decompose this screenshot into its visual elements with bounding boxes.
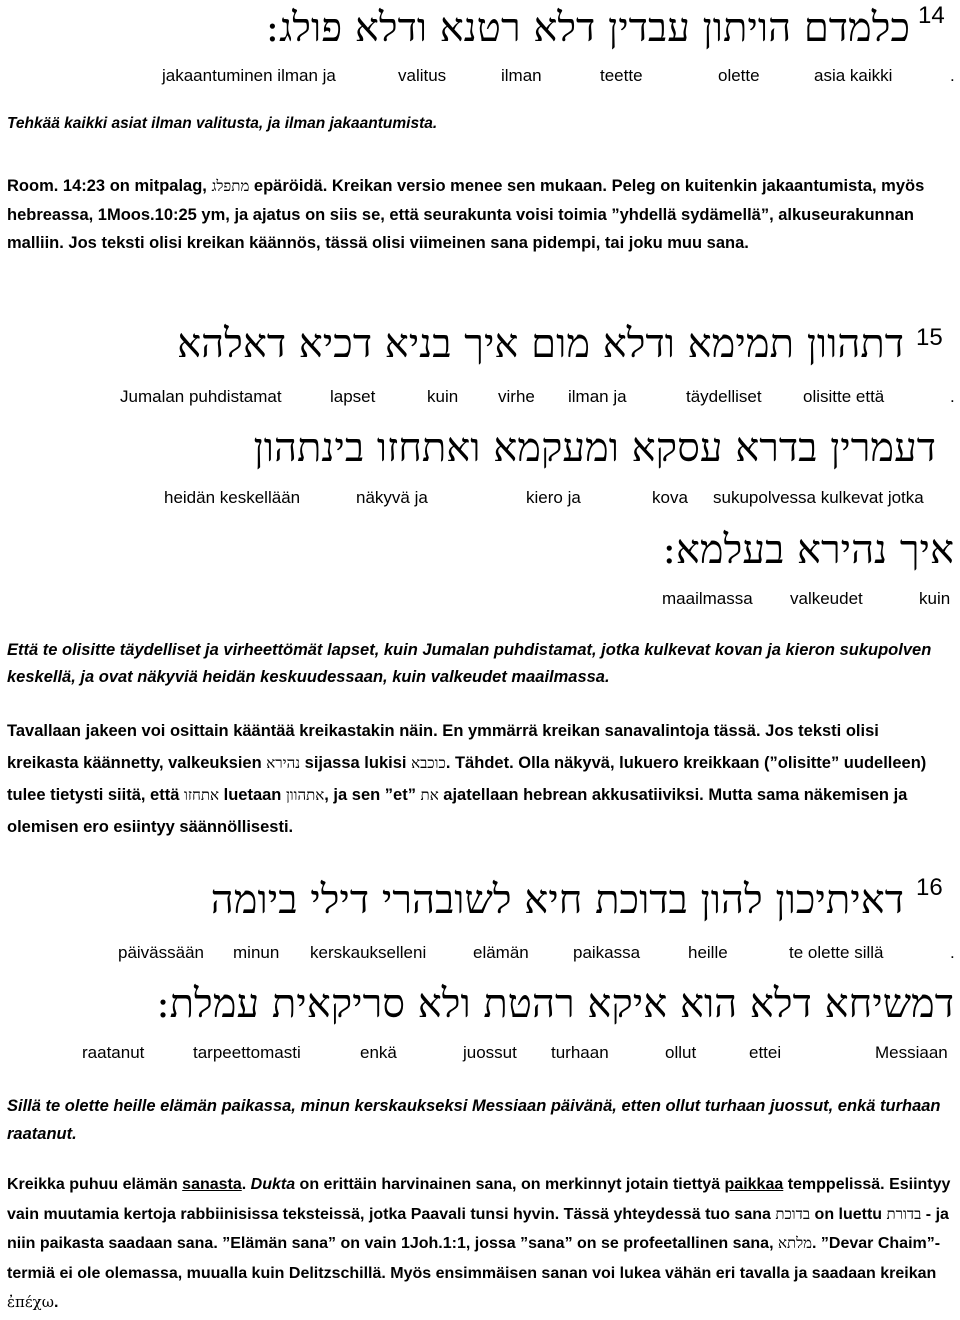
gloss-word: heille — [688, 943, 728, 962]
gloss-word: elämän — [473, 943, 529, 962]
gloss-word: enkä — [360, 1043, 397, 1062]
gloss-word: kerskaukselleni — [310, 943, 427, 962]
gloss-word: ettei — [749, 1043, 782, 1062]
gloss-word: olette — [718, 66, 760, 85]
gloss-word: kuin — [919, 589, 951, 608]
gloss-word: turhaan — [551, 1043, 609, 1062]
verse-16-translation: Sillä te olette heille elämän paikassa, minun kerskaukseksi Messiaan päivänä, etten ollut turhaan juossut, enkä turhaan raatanut. — [7, 1097, 941, 1143]
gloss-word: . — [950, 943, 955, 962]
gloss-word: jakaantuminen ilman ja — [162, 66, 336, 85]
verse-16-hebrew-line-1: דאיתיכון להון בדוכת חיא לשובהרי דילי ביומה — [210, 877, 904, 923]
verse-15-hebrew-line-1: דתהוון תמימא ודלא מום איך בניא דכיא דאלהא — [177, 321, 904, 367]
gloss-word: . — [950, 387, 955, 406]
gloss-word: päivässään — [118, 943, 205, 962]
hebrew-word: מלתא — [777, 1234, 813, 1252]
gloss-word: Messiaan — [875, 1043, 948, 1062]
gloss-word: ilman ja — [568, 387, 627, 406]
hebrew-word: כוכבא — [411, 754, 446, 772]
gloss-word: virhe — [498, 387, 535, 406]
gloss-word: paikassa — [573, 943, 641, 962]
italic-word: Dukta — [250, 1176, 296, 1193]
gloss-word: maailmassa — [662, 589, 753, 608]
gloss-word: valitus — [398, 66, 447, 85]
gloss-word: ilman — [501, 66, 542, 85]
verse-16-hebrew-line-2: דמשיחא דלא הוא איקא רהטת ולא סריקאית עמלת: — [156, 981, 954, 1027]
verse-15-commentary: Tavallaan jakeen voi osittain kääntää kreikastakin näin. En ymmärrä kreikan sanavalintoja tässä. Jos teksti olisi kreikasta käännetty, valkeuksien נהירא sijassa lukisi כוכבא. Tähdet. Olla näkyvä, lukuero kreikkaan (”olisitte” uudelleen) tulee tietysti siitä, että אתחזו luetaan אתהוון, ja sen ”et” את ajatellaan hebrean akkusatiiviksi. Mutta sama näkemisen ja olemisen ero esiintyy säännöllisesti. — [7, 722, 927, 836]
gloss-word: sukupolvessa kulkevat jotka — [713, 488, 924, 507]
gloss-word: minun — [233, 943, 280, 962]
underlined-word: paikkaa — [724, 1176, 784, 1193]
hebrew-word: מתפלג — [211, 177, 250, 195]
verse-15-hebrew-line-2: דעמרין בדרא עסקא ומעקמא ואתחזו בינתהון — [253, 425, 936, 471]
gloss-word: heidän keskellään — [164, 488, 301, 507]
hebrew-word: אתהוון — [285, 786, 325, 804]
gloss-word: raatanut — [82, 1043, 145, 1062]
gloss-word: teette — [600, 66, 643, 85]
gloss-word: asia kaikki — [814, 66, 893, 85]
gloss-word: olisitte että — [803, 387, 885, 406]
gloss-word: valkeudet — [790, 589, 863, 608]
verse-number-14: 14 — [918, 2, 945, 29]
verse-14-hebrew: כלמדם הויתון עבדין דלא רטנא ודלא פולג: — [265, 5, 910, 51]
hebrew-word: את — [420, 786, 439, 804]
gloss-word: te olette sillä — [789, 943, 884, 962]
hebrew-word: בדוכת — [775, 1204, 811, 1223]
gloss-word: kiero ja — [526, 488, 581, 507]
verse-number-16: 16 — [916, 874, 943, 901]
gloss-word: ollut — [665, 1043, 697, 1062]
hebrew-word: אתחזו — [183, 786, 220, 804]
gloss-word: . — [950, 66, 955, 85]
verse-16-commentary: Kreikka puhuu elämän sanasta. Dukta on erittäin harvinainen sana, on merkinnyt jotain tiettyä paikkaa temppelissä. Esiintyy vain muutamia kertoja rabbiinisissa teksteissä, jotka Paavali tunsi hyvin. Tässä yhteydessä tuo sana בדוכת on luettu בדורת - ja niin paikasta saadaan sana. ”Elämän sana” on vain 1Joh.1:1, jossa ”sana” on se profeetallinen sana, מלתא. ”Devar Chaim”-termiä ei ole olemassa, muualla kuin Delitzschillä. Myös ensimmäisen sanan voi lukea vähän eri tavalla ja saadaan kreikan ἐπέχω. — [7, 1176, 951, 1311]
hebrew-word: נהירא — [266, 754, 301, 772]
greek-word: ἐπέχω — [7, 1293, 54, 1311]
gloss-word: Jumalan puhdistamat — [120, 387, 282, 406]
underlined-word: sanasta — [182, 1176, 242, 1193]
gloss-word: kuin — [427, 387, 459, 406]
gloss-word: näkyvä ja — [356, 488, 428, 507]
gloss-word: juossut — [463, 1043, 517, 1062]
gloss-word: kova — [652, 488, 688, 507]
gloss-word: täydelliset — [686, 387, 762, 406]
verse-15-hebrew-line-3: איך נהירא בעלמא: — [662, 527, 954, 573]
gloss-word: lapset — [330, 387, 376, 406]
verse-number-15: 15 — [916, 324, 943, 351]
verse-15-translation: Että te olisitte täydelliset ja virheettömät lapset, kuin Jumalan puhdistamat, jotka kulkevat kovan ja kieron sukupolven keskellä, ja ovat näkyviä heidän keskuudessaan, kuin valkeudet maailmassa. — [7, 641, 932, 686]
verse-14-translation: Tehkää kaikki asiat ilman valitusta, ja ilman jakaantumista. — [7, 115, 438, 132]
gloss-word: tarpeettomasti — [193, 1043, 301, 1062]
hebrew-word: בדורת — [886, 1204, 922, 1223]
verse-14-commentary: Room. 14:23 on mitpalag, מתפלג epäröidä. Kreikan versio menee sen mukaan. Peleg on kuitenkin jakaantumista, myös hebreassa, 1Moos.10:25 ym, ja ajatus on siis se, että seurakunta voisi toimia ”yhdellä sydämellä”, alkuseurakunnan malliin. Jos teksti olisi kreikan käännös, tässä olisi viimeinen sana pidempi, tai joku muu sana. — [7, 177, 925, 252]
